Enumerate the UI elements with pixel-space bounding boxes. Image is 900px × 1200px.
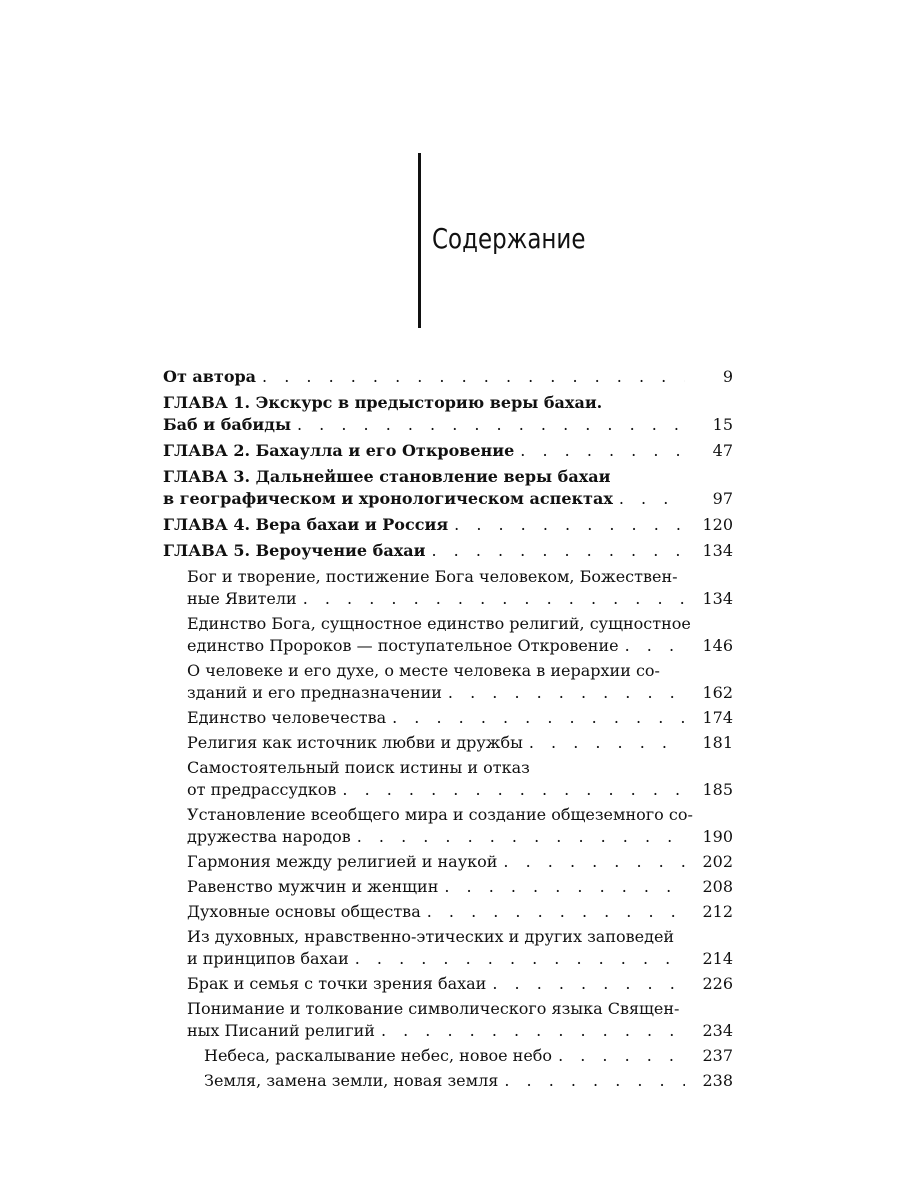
dot-leader — [529, 732, 685, 754]
toc-entry-title-line: Из духовных, нравственно-этических и других заповедей — [187, 927, 675, 946]
toc-entry[interactable] — [163, 392, 733, 436]
toc-entry-title-line: Понимание и толкование символического языка Священ- — [187, 999, 680, 1018]
toc-entry-title: ные Явители — [187, 589, 297, 608]
toc-entry-title: ГЛАВА 2. Бахаулла и его Откровение — [163, 441, 515, 460]
toc-entry[interactable] — [163, 1070, 733, 1092]
toc-page-number: 146 — [702, 636, 733, 655]
toc-page-number: 238 — [702, 1071, 733, 1090]
toc-entry-row — [163, 488, 733, 510]
toc-page-number: 202 — [702, 852, 733, 871]
toc-page-number: 120 — [702, 515, 733, 534]
toc-entry[interactable] — [163, 851, 733, 873]
toc-entry-row — [163, 414, 733, 436]
dot-leader — [558, 1045, 685, 1067]
toc-entry-title: Религия как источник любви и дружбы — [187, 733, 523, 752]
toc-page-number: 15 — [712, 415, 733, 434]
toc-page-number: 162 — [702, 683, 733, 702]
dot-leader — [619, 488, 685, 510]
dot-leader — [392, 707, 685, 729]
toc-entry-title-line: ГЛАВА 3. Дальнейшее становление веры бахаи — [163, 467, 611, 486]
toc-entry[interactable] — [163, 732, 733, 754]
toc-entry-title: Гармония между религией и наукой — [187, 852, 498, 871]
dot-leader — [427, 901, 685, 923]
toc-entry-title-line: О человеке и его духе, о месте человека в иерархии со- — [187, 661, 660, 680]
toc-entry-title: ГЛАВА 4. Вера бахаи и Россия — [163, 515, 449, 534]
toc-entry-title: дружества народов — [187, 827, 351, 846]
toc-entry-row — [163, 514, 733, 536]
dot-leader — [342, 779, 685, 801]
dot-leader — [504, 1070, 685, 1092]
toc-entry[interactable] — [163, 566, 733, 610]
toc-entry-row — [187, 1020, 733, 1042]
toc-page-number: 134 — [702, 589, 733, 608]
title-vertical-rule — [418, 153, 421, 328]
toc-entry-title: Единство человечества — [187, 708, 387, 727]
toc-page-number: 234 — [702, 1021, 733, 1040]
dot-leader — [303, 588, 685, 610]
toc-entry-title-line: Бог и творение, постижение Бога человеком, Божествен- — [187, 567, 678, 586]
toc-page-number: 174 — [702, 708, 733, 727]
toc-entry-title-line: ГЛАВА 1. Экскурс в предысторию веры бахаи. — [163, 393, 603, 412]
toc-entry-row — [187, 779, 733, 801]
toc-entry-row — [163, 440, 733, 462]
toc-entry-title: ных Писаний религий — [187, 1021, 375, 1040]
toc-entry-row — [187, 901, 733, 923]
dot-leader — [355, 948, 685, 970]
toc-entry-row — [187, 851, 733, 873]
toc-entry-title: единство Пророков — поступательное Откровение — [187, 636, 619, 655]
toc-page-number: 212 — [702, 902, 733, 921]
dot-leader — [444, 876, 685, 898]
toc-entry-row — [187, 732, 733, 754]
dot-leader — [520, 440, 685, 462]
toc-entry[interactable] — [163, 366, 733, 388]
toc-entry-row — [187, 707, 733, 729]
toc-entry-row — [204, 1070, 733, 1092]
toc-entry-title: Земля, замена земли, новая земля — [204, 1071, 499, 1090]
toc-entry-row — [163, 540, 733, 562]
toc-page-number: 97 — [712, 489, 733, 508]
toc-page-number: 237 — [702, 1046, 733, 1065]
toc-entry[interactable] — [163, 707, 733, 729]
toc-page-number: 226 — [702, 974, 733, 993]
toc-entry-row — [187, 682, 733, 704]
toc-entry[interactable] — [163, 514, 733, 536]
toc-entry[interactable] — [163, 973, 733, 995]
toc-entry[interactable] — [163, 440, 733, 462]
toc-entry-title-line: Единство Бога, сущностное единство религий, сущностное — [187, 614, 691, 633]
toc-entry[interactable] — [163, 998, 733, 1042]
toc-entry[interactable] — [163, 876, 733, 898]
toc-entry[interactable] — [163, 757, 733, 801]
dot-leader — [625, 635, 685, 657]
toc-page-number: 185 — [702, 780, 733, 799]
toc-entry[interactable] — [163, 1045, 733, 1067]
page-title: Содержание — [432, 222, 586, 255]
toc-entry-title: От автора — [163, 367, 257, 386]
dot-leader — [381, 1020, 685, 1042]
toc-entry-row — [187, 973, 733, 995]
toc-entry-title: и принципов бахаи — [187, 949, 349, 968]
toc-page-number: 134 — [702, 541, 733, 560]
toc-entry[interactable] — [163, 466, 733, 510]
toc-entry[interactable] — [163, 540, 733, 562]
dot-leader — [431, 540, 685, 562]
dot-leader — [503, 851, 685, 873]
toc-entry-title-line: Установление всеобщего мира и создание общеземного со- — [187, 805, 693, 824]
toc-entry-title: Равенство мужчин и женщин — [187, 877, 439, 896]
toc-entry-title: ГЛАВА 5. Вероучение бахаи — [163, 541, 426, 560]
toc-entry-row — [204, 1045, 733, 1067]
toc-entry-row — [187, 876, 733, 898]
toc-entry-title: в географическом и хронологическом аспектах — [163, 489, 613, 508]
toc-page-number: 47 — [712, 441, 733, 460]
toc-entry-row — [187, 588, 733, 610]
toc-entry-title-line: Самостоятельный поиск истины и отказ — [187, 758, 530, 777]
toc-page-number: 190 — [702, 827, 733, 846]
toc-entry-title: Небеса, раскалывание небес, новое небо — [204, 1046, 553, 1065]
toc-page-number: 181 — [702, 733, 733, 752]
toc-entry-row — [187, 948, 733, 970]
toc-entry[interactable] — [163, 660, 733, 704]
dot-leader — [492, 973, 685, 995]
toc-entry-title: зданий и его предназначении — [187, 683, 442, 702]
toc-entry-title: Баб и бабиды — [163, 415, 291, 434]
toc-entry[interactable] — [163, 613, 733, 657]
toc-entry[interactable] — [163, 926, 733, 970]
dot-leader — [454, 514, 685, 536]
toc-entry-row — [187, 826, 733, 848]
dot-leader — [262, 366, 685, 388]
dot-leader — [297, 414, 685, 436]
toc-entry-title: Брак и семья с точки зрения бахаи — [187, 974, 487, 993]
toc-entry-title: от предрассудков — [187, 780, 337, 799]
toc-entry[interactable] — [163, 804, 733, 848]
toc-page-number: 9 — [722, 367, 733, 386]
toc-entry-row — [187, 635, 733, 657]
table-of-contents — [163, 366, 733, 1095]
toc-entry[interactable] — [163, 901, 733, 923]
toc-page-number: 214 — [702, 949, 733, 968]
toc-entry-row — [163, 366, 733, 388]
dot-leader — [357, 826, 685, 848]
dot-leader — [448, 682, 685, 704]
toc-entry-title: Духовные основы общества — [187, 902, 421, 921]
toc-page-number: 208 — [702, 877, 733, 896]
